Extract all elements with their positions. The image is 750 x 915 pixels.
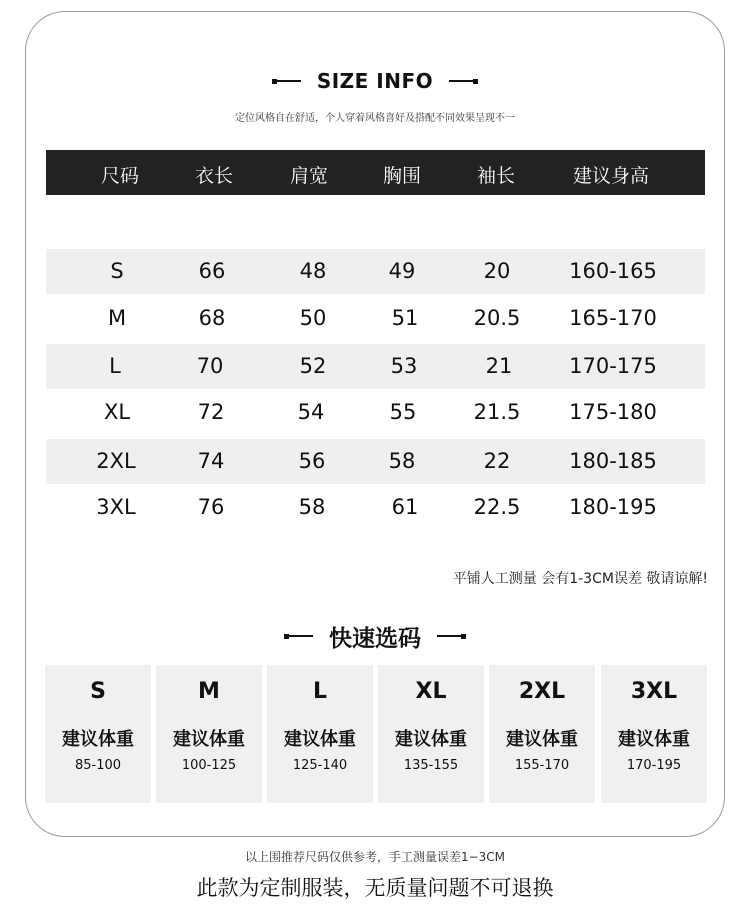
cell-chest: 61	[391, 495, 419, 519]
header-shoulder: 肩宽	[289, 165, 328, 187]
cell-height: 180-195	[569, 495, 657, 519]
quick-weight-range: 125-140	[292, 758, 348, 773]
cell-height: 165-170	[569, 306, 657, 330]
quick-weight-range: 85-100	[74, 758, 122, 773]
cell-length: 66	[198, 259, 226, 283]
cell-shoulder: 56	[298, 449, 326, 473]
quick-size-label: L	[312, 679, 328, 704]
cell-sleeve: 22	[483, 449, 511, 473]
quick-size-title: 快速选码	[329, 625, 421, 652]
quick-size-label: XL	[415, 679, 447, 704]
cell-shoulder: 50	[299, 306, 327, 330]
quick-size-card-l	[267, 665, 373, 803]
quick-size-label: S	[90, 679, 106, 704]
cell-height: 160-165	[569, 259, 657, 283]
cell-length: 70	[196, 354, 224, 378]
cell-shoulder: 58	[298, 495, 326, 519]
quick-weight-label: 建议体重	[506, 729, 578, 750]
size-info-heading	[0, 66, 750, 96]
quick-weight-range: 155-170	[514, 758, 570, 773]
cell-size: XL	[103, 400, 131, 424]
quick-weight-label: 建议体重	[395, 729, 467, 750]
header-size: 尺码	[100, 165, 139, 187]
footer-return-policy: 此款为定制服装，无质量问题不可退换	[196, 876, 554, 900]
quick-weight-label: 建议体重	[284, 729, 356, 750]
cell-sleeve: 20.5	[473, 306, 521, 330]
cell-height: 170-175	[569, 354, 657, 378]
header-chest: 胸围	[382, 165, 421, 187]
quick-size-label: 3XL	[630, 679, 678, 704]
quick-weight-range: 170-195	[626, 758, 682, 773]
size-info-title: SIZE INFO	[316, 69, 434, 93]
cell-sleeve: 20	[483, 259, 511, 283]
heading-dash-right	[449, 79, 478, 84]
table-row	[46, 390, 705, 435]
size-table-header	[46, 150, 705, 195]
quick-weight-range: 135-155	[403, 758, 459, 773]
cell-height: 180-185	[569, 449, 657, 473]
header-sleeve: 袖长	[476, 165, 515, 187]
heading-dash-left	[284, 634, 313, 639]
quick-size-card-xl	[378, 665, 484, 803]
header-length: 衣长	[194, 165, 233, 187]
cell-sleeve: 22.5	[473, 495, 521, 519]
table-row	[46, 439, 705, 484]
quick-size-heading	[0, 620, 750, 652]
table-row	[46, 249, 705, 294]
cell-size: M	[107, 306, 127, 330]
cell-size: 3XL	[96, 495, 136, 519]
quick-size-label: M	[198, 679, 220, 704]
table-row	[46, 485, 705, 530]
cell-size: 2XL	[96, 449, 136, 473]
cell-shoulder: 52	[299, 354, 327, 378]
cell-chest: 49	[388, 259, 416, 283]
cell-shoulder: 48	[299, 259, 327, 283]
heading-dash-left	[272, 79, 301, 84]
quick-size-card-s	[45, 665, 151, 803]
cell-length: 76	[197, 495, 225, 519]
quick-size-card-3xl	[601, 665, 707, 803]
quick-size-label: 2XL	[518, 679, 566, 704]
table-row	[46, 296, 705, 341]
cell-shoulder: 54	[297, 400, 325, 424]
quick-weight-label: 建议体重	[618, 729, 690, 750]
cell-chest: 51	[391, 306, 419, 330]
quick-size-card-2xl	[489, 665, 595, 803]
cell-size: S	[110, 259, 124, 283]
cell-height: 175-180	[569, 400, 657, 424]
size-info-subtitle: 定位风格自在舒适，个人穿着风格喜好及搭配不同效果呈现不一	[235, 113, 515, 124]
cell-chest: 55	[389, 400, 417, 424]
cell-chest: 53	[390, 354, 418, 378]
quick-weight-label: 建议体重	[62, 729, 134, 750]
heading-dash-right	[437, 634, 466, 639]
footer-reference-note: 以上围推荐尺码仅供参考，手工测量误差1−3CM	[244, 850, 506, 864]
quick-weight-range: 100-125	[181, 758, 237, 773]
quick-weight-label: 建议体重	[173, 729, 245, 750]
quick-size-card-m	[156, 665, 262, 803]
cell-sleeve: 21	[485, 354, 513, 378]
cell-sleeve: 21.5	[473, 400, 521, 424]
measurement-note: 平铺人工测量 会有1-3CM误差 敬请谅解!	[452, 571, 708, 587]
cell-size: L	[109, 354, 121, 378]
cell-chest: 58	[388, 449, 416, 473]
cell-length: 74	[197, 449, 225, 473]
header-height: 建议身高	[572, 165, 649, 187]
cell-length: 72	[197, 400, 225, 424]
cell-length: 68	[198, 306, 226, 330]
table-row	[46, 344, 705, 389]
